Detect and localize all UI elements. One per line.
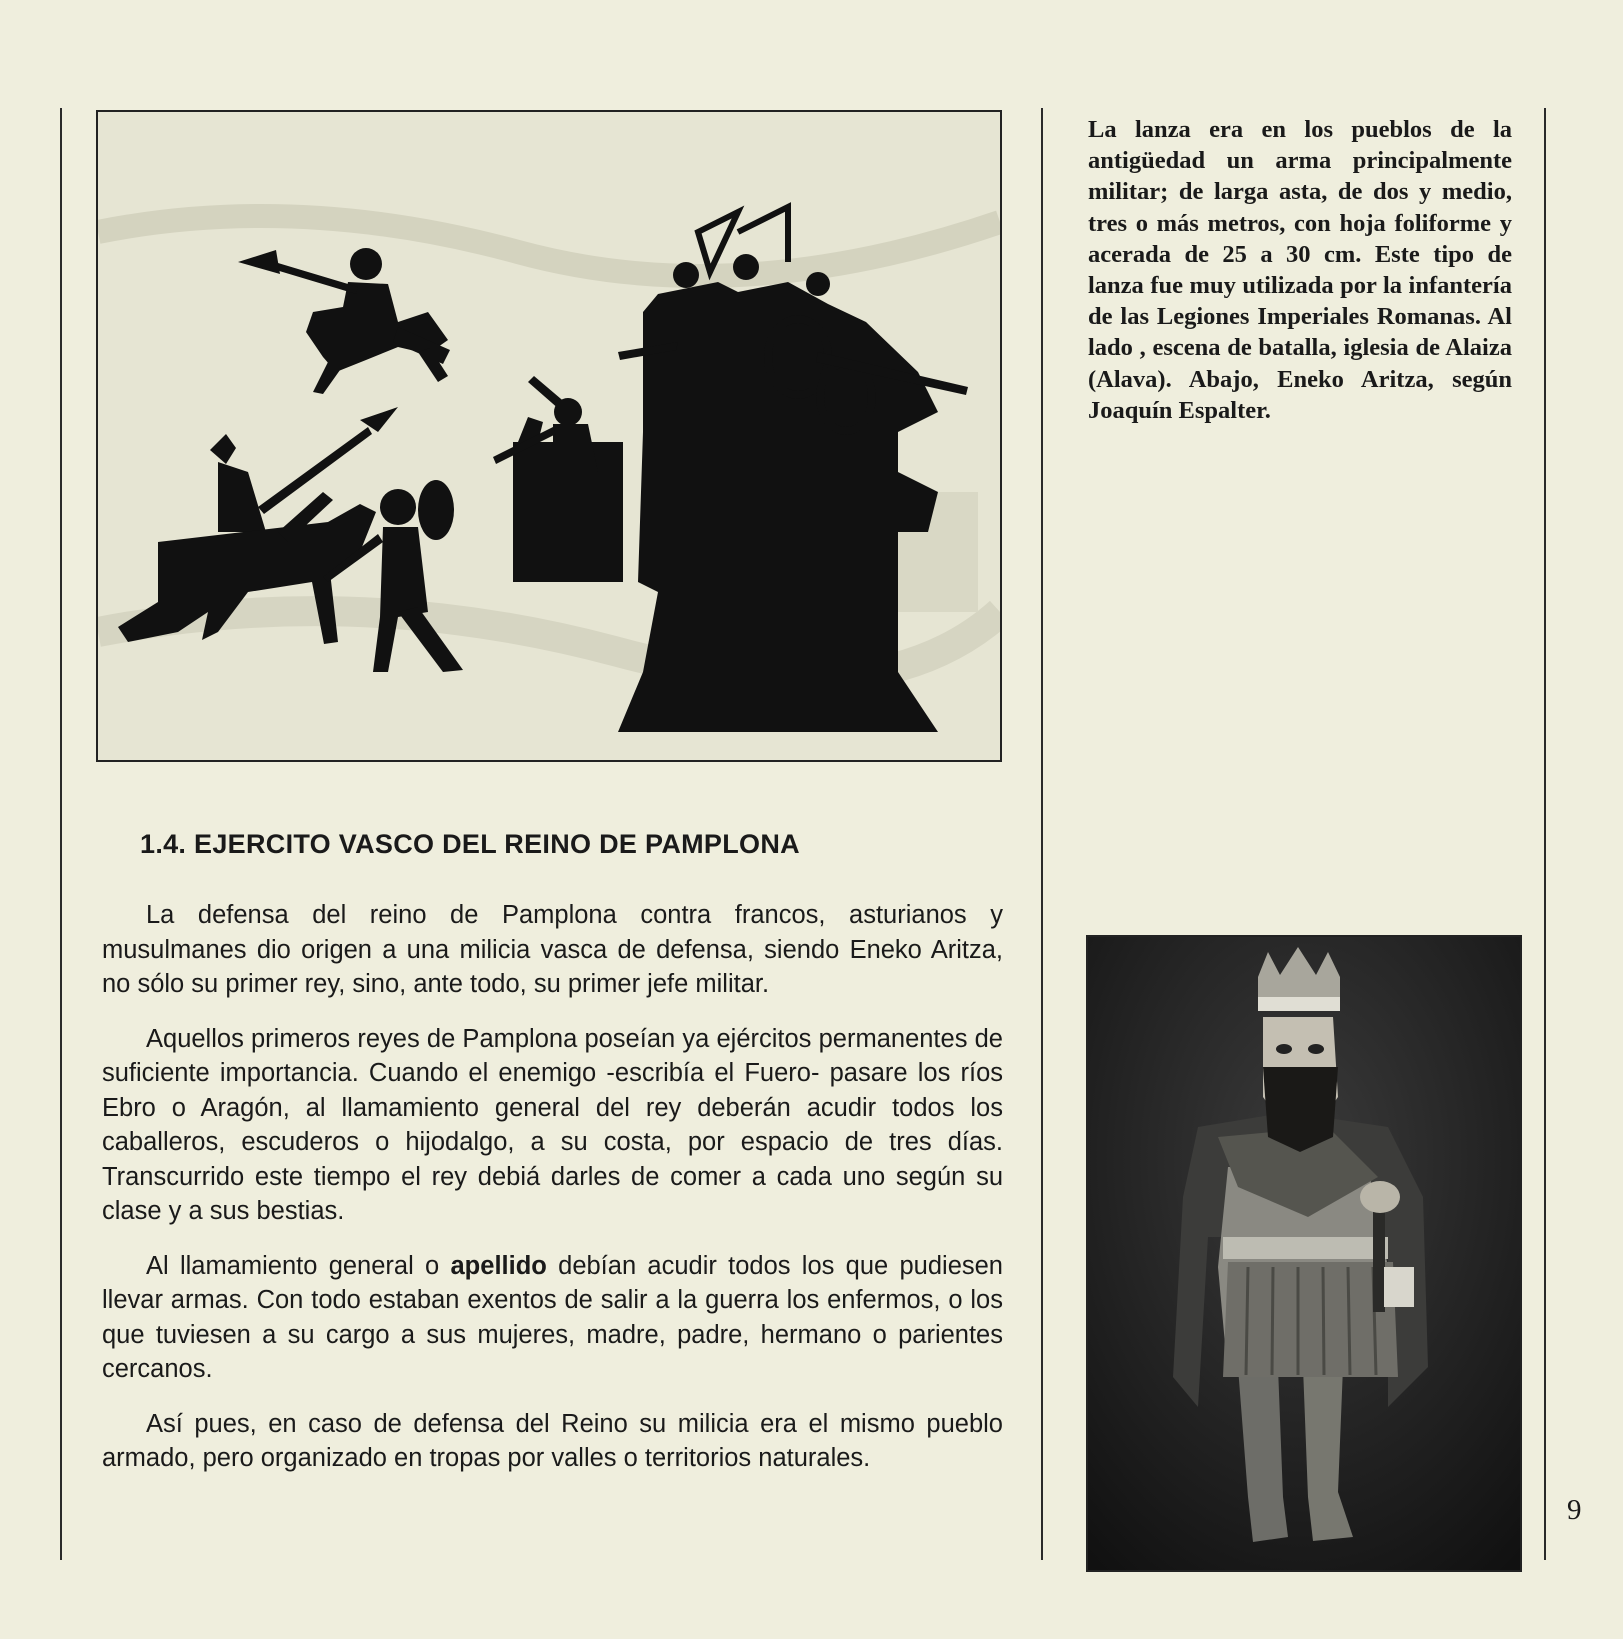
right-column-rule xyxy=(1544,108,1546,1560)
left-column-rule xyxy=(60,108,62,1560)
paragraph-3-start: Al llamamiento general o xyxy=(146,1251,451,1280)
paragraph-3-end: debían acudir todos los que pudiesen llevar armas. Con todo estaban exentos de salir a la guerra los enfermos, o los que tuviesen a su cargo a sus mujeres, madre, padre, hermano o parientes cercanos. xyxy=(102,1251,1003,1383)
section-heading: 1.4. EJERCITO VASCO DEL REINO DE PAMPLONA xyxy=(140,829,800,859)
center-column-rule xyxy=(1041,108,1043,1560)
paragraph-1: La defensa del reino de Pamplona contra francos, asturianos y musulmanes dio origen a una milicia vasca de defensa, siendo Eneko Aritza, no sólo su primer rey, sino, ante todo, su primer jefe militar. xyxy=(102,901,1003,998)
eneko-aritza-portrait xyxy=(1086,935,1522,1572)
paragraph-2: Aquellos primeros reyes de Pamplona poseían ya ejércitos permanentes de suficiente importancia. Cuando el enemigo -escribía el Fuero- pasare los ríos Ebro o Aragón, al llamamiento general del rey deberán acudir todos los caballeros, escuderos o hijodalgo, a su costa, por espacio de tres días. Transcurrido este tiempo el rey debiá darles de comer a cada uno según su clase y a sus bestias. xyxy=(102,1024,1003,1225)
paragraph-3 xyxy=(102,1249,1003,1387)
figure-caption: La lanza era en los pueblos de la antigüedad un arma principalmente militar; de larga asta, de dos y medio, tres o más metros, con hoja foliforme y acerada de 25 a 30 cm. Este tipo de lanza fue muy utilizada por la infantería de las Legiones Imperiales Romanas. Al lado , escena de batalla, iglesia de Alaiza (Alava). Abajo, Eneko Aritza, según Joaquín Espalter. xyxy=(1088,116,1512,424)
paragraph-4: Así pues, en caso de defensa del Reino su milicia era el mismo pueblo armado, pero organizado en tropas por valles o territorios naturales. xyxy=(102,1409,1003,1472)
apellido-term: apellido xyxy=(450,1251,547,1280)
battle-scene-illustration xyxy=(96,110,1002,762)
section-body xyxy=(102,898,1003,1496)
page-number: 9 xyxy=(1567,1494,1582,1526)
